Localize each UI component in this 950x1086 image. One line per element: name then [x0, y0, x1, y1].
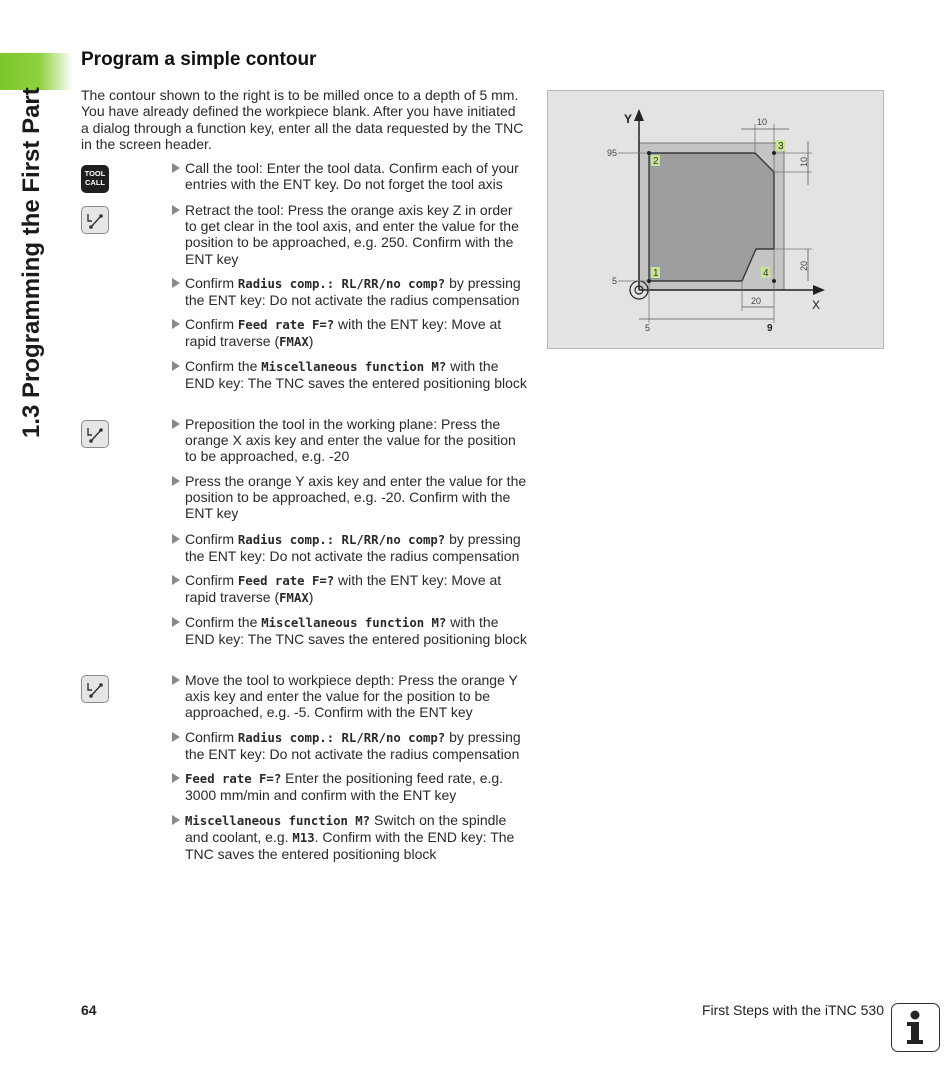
step-item	[172, 572, 527, 606]
step-text-post: Switch on the spindle and coolant, e.g.	[185, 812, 507, 846]
step-item	[172, 614, 527, 647]
contour-point	[772, 151, 776, 155]
step-text-post: with the ENT key: Move at rapid traverse (	[185, 316, 502, 350]
m13-code: M13	[292, 831, 315, 846]
intro-paragraph: The contour shown to the right is to be milled once to a depth of 5 mm. You have already defined the workpiece blank. After you have initiated a dialog through a function key, enter all the data requested by the TNC in the screen header.	[81, 87, 524, 152]
linear-path-key-icon	[81, 675, 109, 703]
dim-20-side-label: 20	[799, 260, 809, 271]
y-axis-arrow-icon	[634, 109, 644, 121]
step-text: Preposition the tool in the working plane: Press the orange X axis key and enter the value for the position to be approached, e.g. -20	[185, 416, 516, 465]
info-icon	[891, 1003, 940, 1052]
tool-call-key-icon	[81, 165, 109, 193]
dialog-prompt: Feed rate F=?	[185, 772, 282, 786]
linear-path-key-icon	[81, 420, 109, 448]
step-item	[172, 160, 527, 192]
step-text-pre: Confirm the	[185, 358, 262, 374]
dim-20-bottom-label: 20	[751, 296, 762, 306]
dialog-prompt: Miscellaneous function M?	[185, 814, 371, 828]
dim-10-top-label: 10	[757, 117, 768, 127]
dialog-prompt: Feed rate F=?	[237, 318, 335, 332]
step-item	[172, 729, 527, 762]
bullet-triangle-icon	[172, 419, 180, 429]
step-text: Move the tool to workpiece depth: Press the orange Y axis key and enter the value for the position to be approached, e.g. -5. Confirm with the ENT key	[185, 672, 518, 721]
footer-title: First Steps with the iTNC 530	[701, 1002, 884, 1018]
fmax-code: FMAX	[279, 335, 309, 350]
step-text: Press the orange Y axis key and enter the value for the position to be approached, e.g. -20. Confirm with the ENT key	[185, 473, 527, 522]
step-text-pre: Confirm	[185, 531, 238, 547]
dim-95-label: 95	[607, 148, 618, 158]
step-text-post: by pressing the ENT key: Do not activate the radius compensation	[185, 275, 521, 309]
step-text-post2: )	[308, 589, 314, 606]
chapter-title: 1.3 Programming the First Part	[18, 87, 45, 438]
point-4-label: 4	[763, 268, 769, 279]
bullet-triangle-icon	[172, 815, 180, 825]
step-text-post: by pressing the ENT key: Do not activate the radius compensation	[185, 729, 521, 763]
step-text-post: with the END key: The TNC saves the entered positioning block	[185, 358, 527, 392]
step-item	[172, 202, 527, 267]
tool-call-key-line2: CALL	[85, 178, 105, 187]
step-text-post: with the ENT key: Move at rapid traverse (	[185, 572, 502, 606]
x-axis-label: X	[812, 298, 821, 312]
dim-5-bottom-label: 5	[645, 323, 651, 333]
step-item	[172, 316, 527, 350]
fmax-code: FMAX	[279, 591, 309, 606]
dim-5-left-label: 5	[612, 276, 618, 286]
bullet-triangle-icon	[172, 617, 180, 627]
dialog-prompt: Radius comp.: RL/RR/no comp?	[237, 277, 446, 291]
step-item	[172, 275, 527, 308]
step-item	[172, 416, 527, 465]
contour-point	[647, 151, 651, 155]
dialog-prompt: Miscellaneous function M?	[261, 616, 447, 630]
bullet-triangle-icon	[172, 675, 180, 685]
x-axis-arrow-icon	[813, 285, 825, 295]
step-text-post2: )	[308, 333, 314, 350]
linear-path-key-icon	[81, 206, 109, 234]
step-text: Call the tool: Enter the tool data. Confirm each of your entries with the ENT key. Do not forget the tool axis	[185, 160, 519, 193]
point-3-label: 3	[778, 141, 784, 152]
tool-call-key-line1: TOOL	[84, 169, 106, 178]
dim-9-label: 9	[767, 323, 773, 334]
bullet-triangle-icon	[172, 278, 180, 288]
step-item	[172, 531, 527, 564]
y-axis-label: Y	[624, 112, 633, 126]
step-text-pre: Confirm	[185, 572, 238, 588]
dialog-prompt: Feed rate F=?	[237, 574, 335, 588]
bullet-triangle-icon	[172, 361, 180, 371]
bullet-triangle-icon	[172, 732, 180, 742]
point-2-label: 2	[653, 156, 659, 167]
step-item	[172, 358, 527, 391]
step-text-pre: Confirm	[185, 275, 238, 291]
point-1-label: 1	[653, 268, 659, 279]
step-text-pre: Confirm	[185, 729, 238, 745]
contour-point	[772, 279, 776, 283]
dialog-prompt: Radius comp.: RL/RR/no comp?	[237, 533, 446, 547]
step-item	[172, 672, 527, 721]
step-item	[172, 812, 527, 863]
bullet-triangle-icon	[172, 319, 180, 329]
page-number: 64	[81, 1002, 97, 1018]
dialog-prompt: Miscellaneous function M?	[261, 360, 447, 374]
step-text-post: by pressing the ENT key: Do not activate the radius compensation	[185, 531, 521, 565]
dialog-prompt: Radius comp.: RL/RR/no comp?	[237, 731, 446, 745]
step-text-post2: . Confirm with the END key: The TNC saves the entered positioning block	[185, 829, 515, 863]
step-item	[172, 473, 527, 522]
contour-point	[647, 279, 651, 283]
step-text-pre: Confirm the	[185, 614, 262, 630]
step-text: Retract the tool: Press the orange axis key Z in order to get clear in the tool axis, and enter the value for the position to be approached, e.g. 250. Confirm with the ENT key	[185, 202, 519, 267]
step-text-post: with the END key: The TNC saves the entered positioning block	[185, 614, 527, 648]
bullet-triangle-icon	[172, 575, 180, 585]
dim-10-side-label: 10	[799, 156, 809, 167]
section-title: Program a simple contour	[81, 49, 317, 70]
bullet-triangle-icon	[172, 534, 180, 544]
step-item	[172, 770, 527, 803]
contour-diagram	[547, 90, 884, 349]
step-text-pre: Confirm	[185, 316, 238, 332]
bullet-triangle-icon	[172, 163, 180, 173]
bullet-triangle-icon	[172, 476, 180, 486]
bullet-triangle-icon	[172, 205, 180, 215]
bullet-triangle-icon	[172, 773, 180, 783]
step-text-post: Enter the positioning feed rate, e.g. 3000 mm/min and confirm with the ENT key	[185, 770, 504, 804]
